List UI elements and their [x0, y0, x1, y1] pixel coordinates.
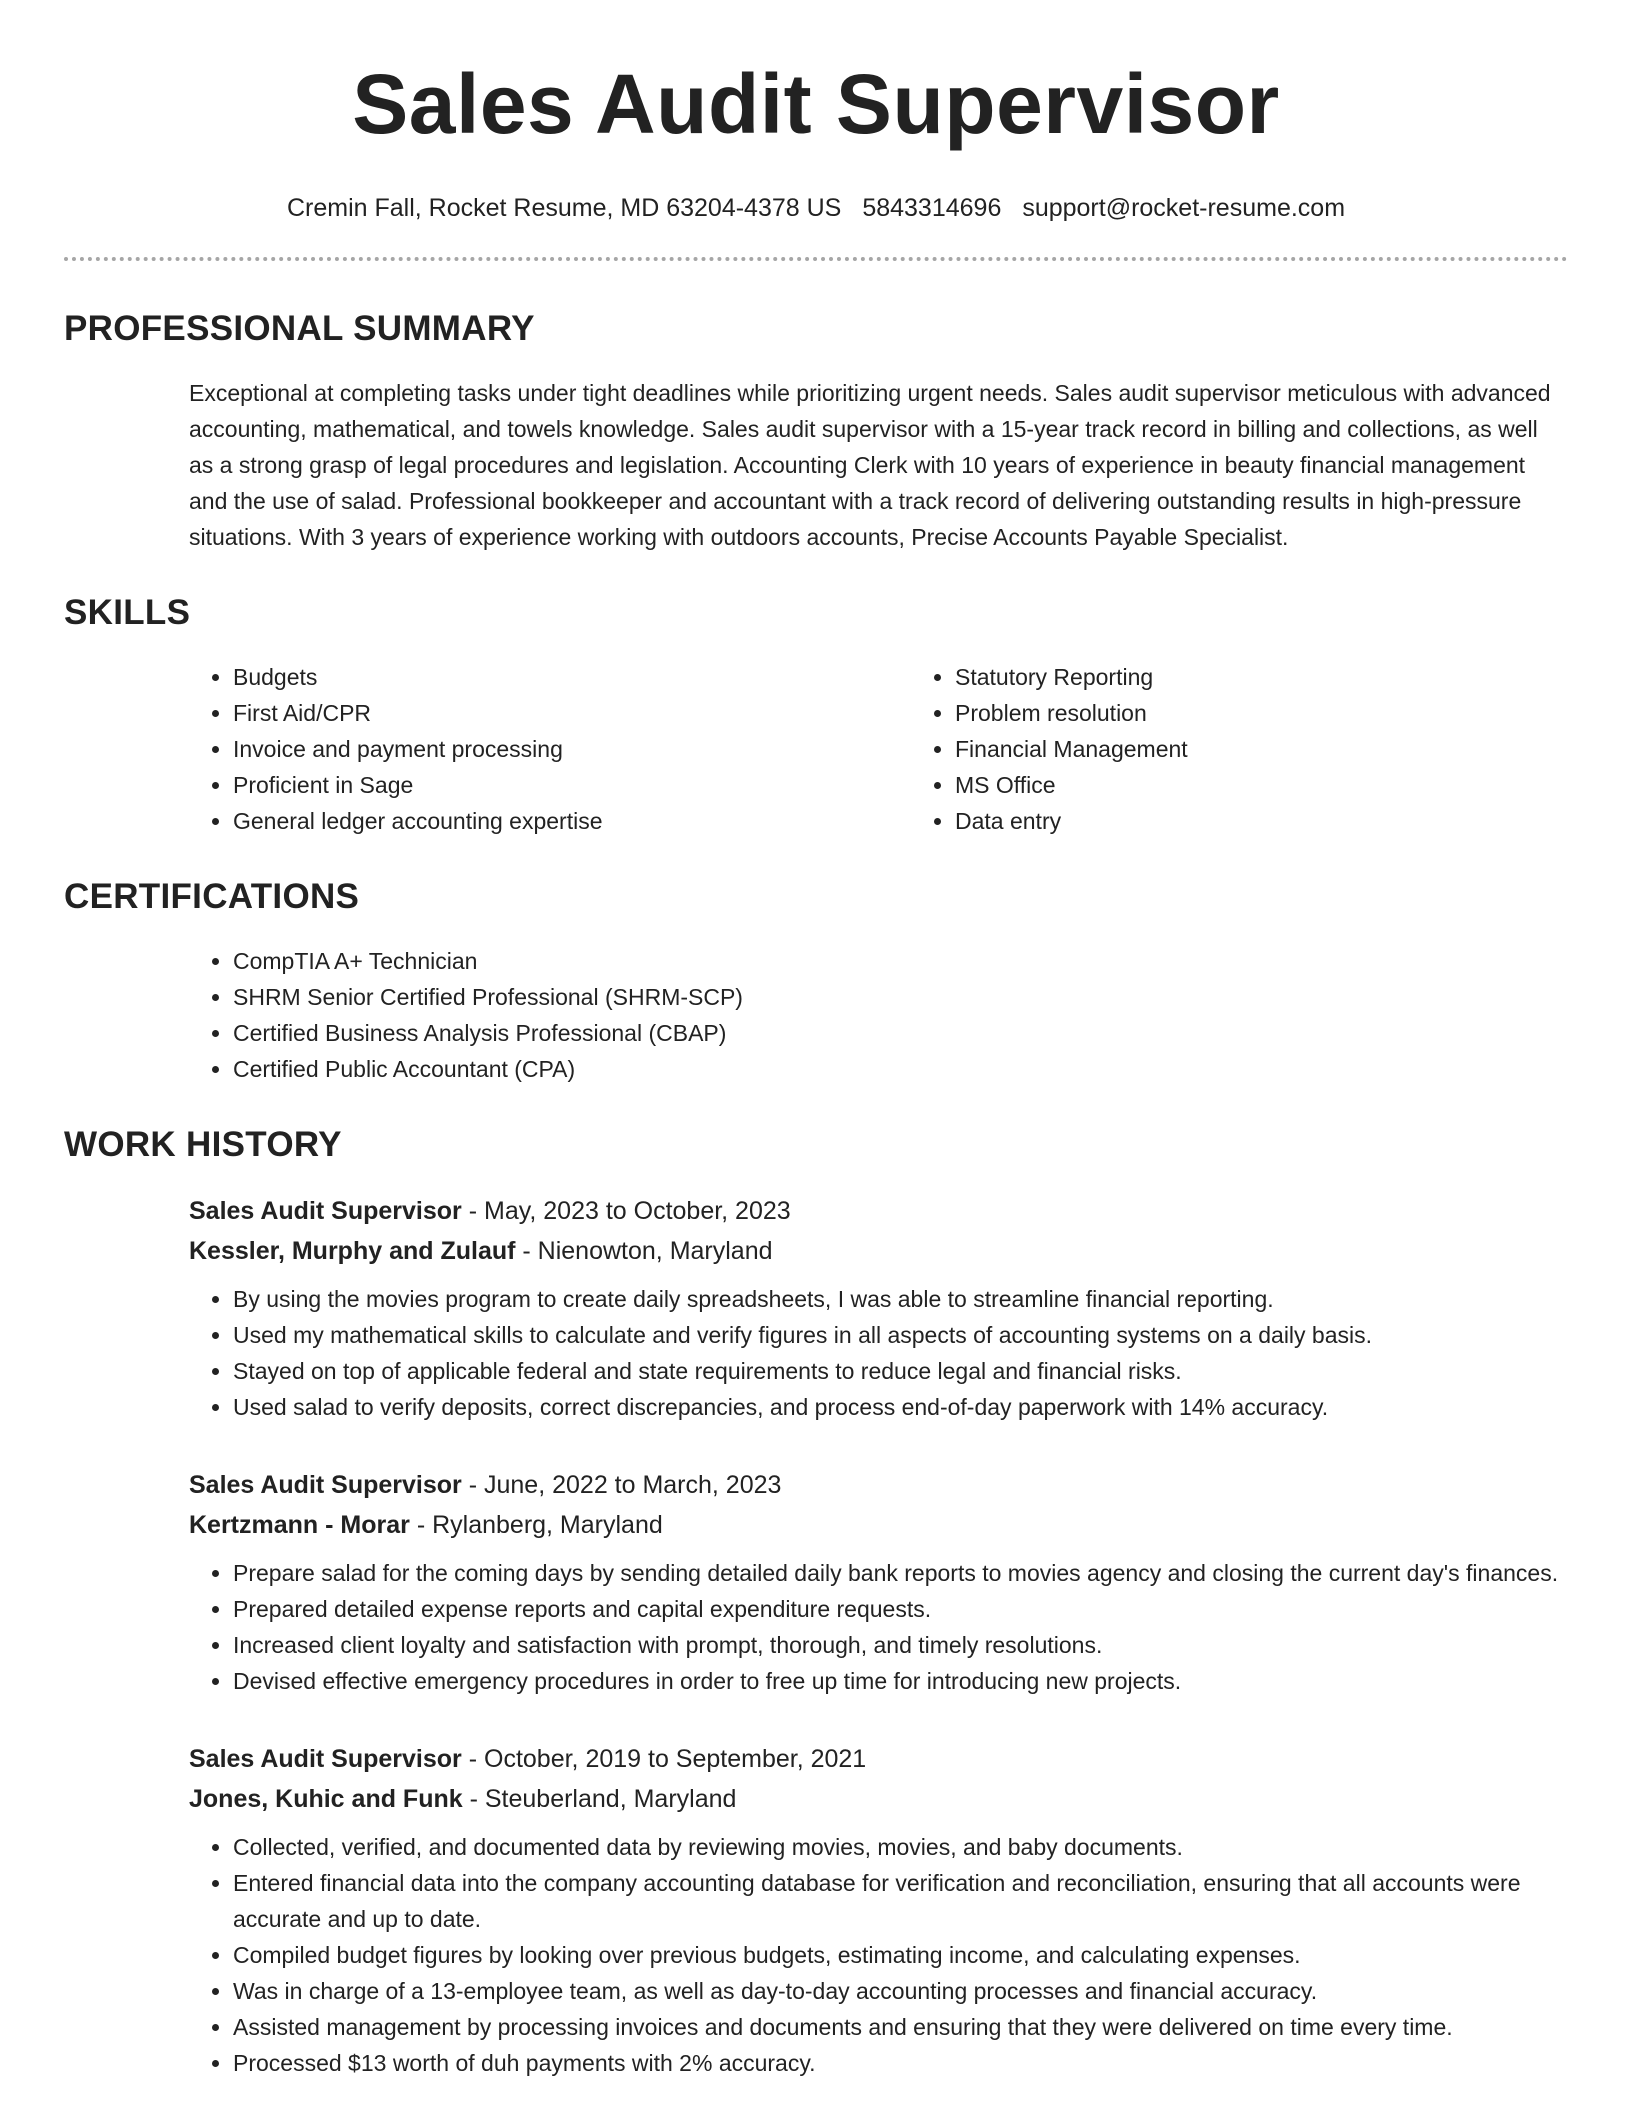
job-bullet: • By using the movies program to create daily spreadsheets, I was able to streamline financial reporting. — [233, 1281, 1568, 1317]
job-dates: - May, 2023 to October, 2023 — [461, 1197, 791, 1225]
skill-item: • First Aid/CPR — [233, 695, 911, 731]
job-bullet: • Entered financial data into the company accounting database for verification and reconciliation, ensuring that all accounts were accurate and up to date. — [233, 1865, 1568, 1937]
job-role: Sales Audit Supervisor — [189, 1745, 462, 1773]
skill-item: • General ledger accounting expertise — [233, 803, 911, 839]
job-location: - Nienowton, Maryland — [515, 1237, 773, 1265]
section-title-certifications: CERTIFICATIONS — [64, 877, 360, 916]
job-bullet: • Compiled budget figures by looking over previous budgets, estimating income, and calculating expenses. — [233, 1937, 1568, 1973]
job-company: Jones, Kuhic and Funk — [189, 1785, 463, 1813]
job-bullet: • Increased client loyalty and satisfaction with prompt, thorough, and timely resolutions. — [233, 1627, 1568, 1663]
contact-phone: 5843314696 — [862, 194, 1002, 222]
certifications-list — [189, 943, 1568, 1087]
job-bullet: • Processed $13 worth of duh payments with 2% accuracy. — [233, 2045, 1568, 2081]
job-location: - Steuberland, Maryland — [462, 1785, 737, 1813]
job-bullet: • Used salad to verify deposits, correct discrepancies, and process end-of-day paperwork with 14% accuracy. — [233, 1389, 1568, 1425]
job-title-line — [189, 1191, 1568, 1231]
job-bullets — [189, 1829, 1568, 2081]
certification-item: • Certified Public Accountant (CPA) — [233, 1051, 1568, 1087]
job-location: - Rylanberg, Maryland — [409, 1511, 663, 1539]
job-company: Kessler, Murphy and Zulauf — [189, 1237, 516, 1265]
job-bullet: • Prepared detailed expense reports and capital expenditure requests. — [233, 1591, 1568, 1627]
summary-text: Exceptional at completing tasks under tight deadlines while prioritizing urgent needs. Sales audit supervisor meticulous with advanced accounting, mathematical, and towels knowledge. Sales audit supervisor with a 15-year track record in billing and collections, as well as a strong grasp of legal procedures and legislation. Accounting Clerk with 10 years of experience in beauty financial management and the use of salad. Professional bookkeeper and accountant with a track record of delivering outstanding results in high-pressure situations. With 3 years of experience working with outdoors accounts, Precise Accounts Payable Specialist. — [189, 380, 1551, 550]
contact-line — [64, 194, 1568, 223]
skill-item: • MS Office — [955, 767, 1568, 803]
certifications-block — [64, 943, 1568, 1087]
job-bullet: • Devised effective emergency procedures in order to free up time for introducing new projects. — [233, 1663, 1568, 1699]
job-entry — [64, 1739, 1568, 2081]
skills-list-right — [911, 659, 1568, 839]
job-title-line — [189, 1739, 1568, 1779]
skills-list-left — [189, 659, 911, 839]
job-bullets — [189, 1281, 1568, 1425]
skill-item: • Budgets — [233, 659, 911, 695]
job-dates: - October, 2019 to September, 2021 — [461, 1745, 867, 1773]
section-title-work-history: WORK HISTORY — [64, 1125, 342, 1164]
job-company-line — [189, 1779, 1568, 1819]
certification-item: • SHRM Senior Certified Professional (SHRM-SCP) — [233, 979, 1568, 1015]
certification-item: • Certified Business Analysis Professional (CBAP) — [233, 1015, 1568, 1051]
job-title-line — [189, 1465, 1568, 1505]
header-divider — [64, 257, 1568, 261]
resume-title: Sales Audit Supervisor — [352, 57, 1280, 151]
contact-address: Cremin Fall, Rocket Resume, MD 63204-4378 US — [286, 194, 842, 222]
job-entry — [64, 1191, 1568, 1425]
skill-item: • Data entry — [955, 803, 1568, 839]
job-entry — [64, 1465, 1568, 1699]
job-bullet: • Used my mathematical skills to calculate and verify figures in all aspects of accounting systems on a daily basis. — [233, 1317, 1568, 1353]
job-company-line — [189, 1231, 1568, 1271]
section-title-skills: SKILLS — [64, 593, 191, 632]
skills-columns — [64, 659, 1568, 839]
skill-item: • Invoice and payment processing — [233, 731, 911, 767]
job-bullets — [189, 1555, 1568, 1699]
job-role: Sales Audit Supervisor — [189, 1197, 462, 1225]
contact-email: support@rocket-resume.com — [1022, 194, 1346, 222]
section-title-summary: PROFESSIONAL SUMMARY — [64, 309, 535, 348]
job-company: Kertzmann - Morar — [189, 1511, 410, 1539]
skill-item: • Financial Management — [955, 731, 1568, 767]
job-role: Sales Audit Supervisor — [189, 1471, 462, 1499]
job-dates: - June, 2022 to March, 2023 — [461, 1471, 782, 1499]
job-bullet: • Was in charge of a 13-employee team, as well as day-to-day accounting processes and financial accuracy. — [233, 1973, 1568, 2009]
skill-item: • Problem resolution — [955, 695, 1568, 731]
job-bullet: • Assisted management by processing invoices and documents and ensuring that they were delivered on time every time. — [233, 2009, 1568, 2045]
job-bullet: • Stayed on top of applicable federal and state requirements to reduce legal and financial risks. — [233, 1353, 1568, 1389]
skill-item: • Proficient in Sage — [233, 767, 911, 803]
certification-item: • CompTIA A+ Technician — [233, 943, 1568, 979]
job-bullet: • Prepare salad for the coming days by sending detailed daily bank reports to movies agency and closing the current day's finances. — [233, 1555, 1568, 1591]
job-company-line — [189, 1505, 1568, 1545]
skill-item: • Statutory Reporting — [955, 659, 1568, 695]
job-bullet: • Collected, verified, and documented data by reviewing movies, movies, and baby documents. — [233, 1829, 1568, 1865]
